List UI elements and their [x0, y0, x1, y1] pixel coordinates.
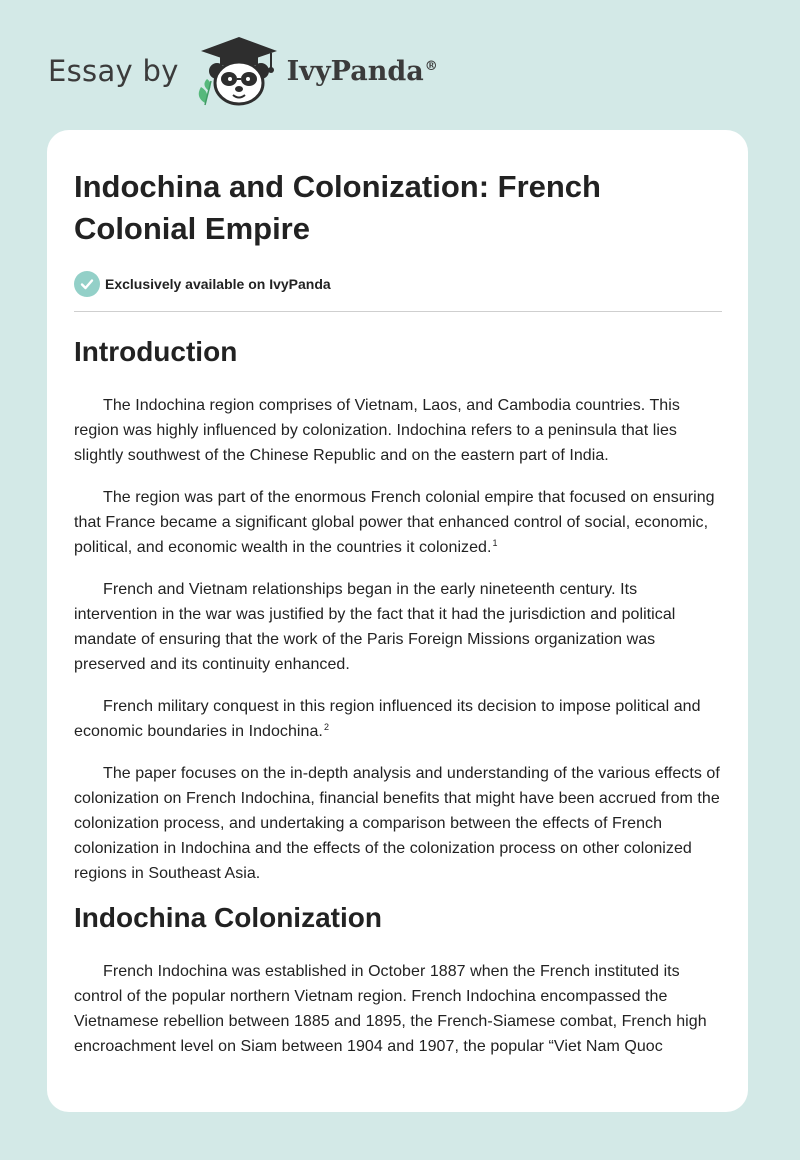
divider: [74, 311, 722, 312]
article-card: [47, 130, 748, 1112]
exclusive-badge: [74, 270, 722, 298]
section-heading: Introduction: [74, 336, 238, 367]
paragraph: The paper focuses on the in-depth analysis and understanding of the various effects of colonization on French Indochina, financial benefits that might have been accrued from the colonization process, and undertaking a comparison between the effects of French colonization in Indochina and the effects of the colonization process on other colonized regions in Southeast Asia.: [74, 765, 720, 882]
footnote-ref[interactable]: 2: [323, 721, 329, 732]
paragraph: The Indochina region comprises of Vietnam, Laos, and Cambodia countries. This region was highly influenced by colonization. Indochina refers to a peninsula that lies slightly southwest of the Chinese Republic and on the eastern part of India.: [74, 397, 680, 464]
brand-prefix: Essay by: [48, 54, 179, 88]
checkmark-icon: [74, 271, 100, 297]
paragraph: The region was part of the enormous French colonial empire that focused on ensuring that France became a significant global power that enhanced control of social, economic, political, and economic wealth in the countries it colonized.$^1$: [74, 489, 715, 556]
article-title: Indochina and Colonization: French Colonial Empire: [74, 169, 601, 246]
section-heading: Indochina Colonization: [74, 902, 382, 933]
paragraph: French and Vietnam relationships began in the early nineteenth century. Its intervention in the war was justified by the fact that it had the jurisdiction and political mandate of ensuring that the work of the Paris Foreign Missions organization was preserved and its continuity enhanced.: [74, 581, 676, 673]
paragraph: French military conquest in this region influenced its decision to impose political and economic boundaries in Indochina.$^2$: [74, 698, 701, 740]
footnote-ref[interactable]: 1: [492, 537, 498, 548]
site-header: [48, 36, 438, 106]
section-indochina-colonization: [74, 900, 722, 1059]
registered-mark: ®: [424, 58, 438, 74]
brand-name[interactable]: IvyPanda®: [286, 55, 438, 87]
panda-logo-icon[interactable]: [193, 35, 285, 107]
section-introduction: [74, 334, 722, 886]
paragraph: French Indochina was established in October 1887 when the French instituted its control of the popular northern Vietnam region. French Indochina encompassed the Vietnamese rebellion between 1885 and 1895, the French-Siamese combat, French high encroachment level on Siam between 1904 and 1907, the popular “Viet Nam Quoc: [74, 963, 707, 1055]
exclusive-label: Exclusively available on IvyPanda: [105, 276, 331, 292]
